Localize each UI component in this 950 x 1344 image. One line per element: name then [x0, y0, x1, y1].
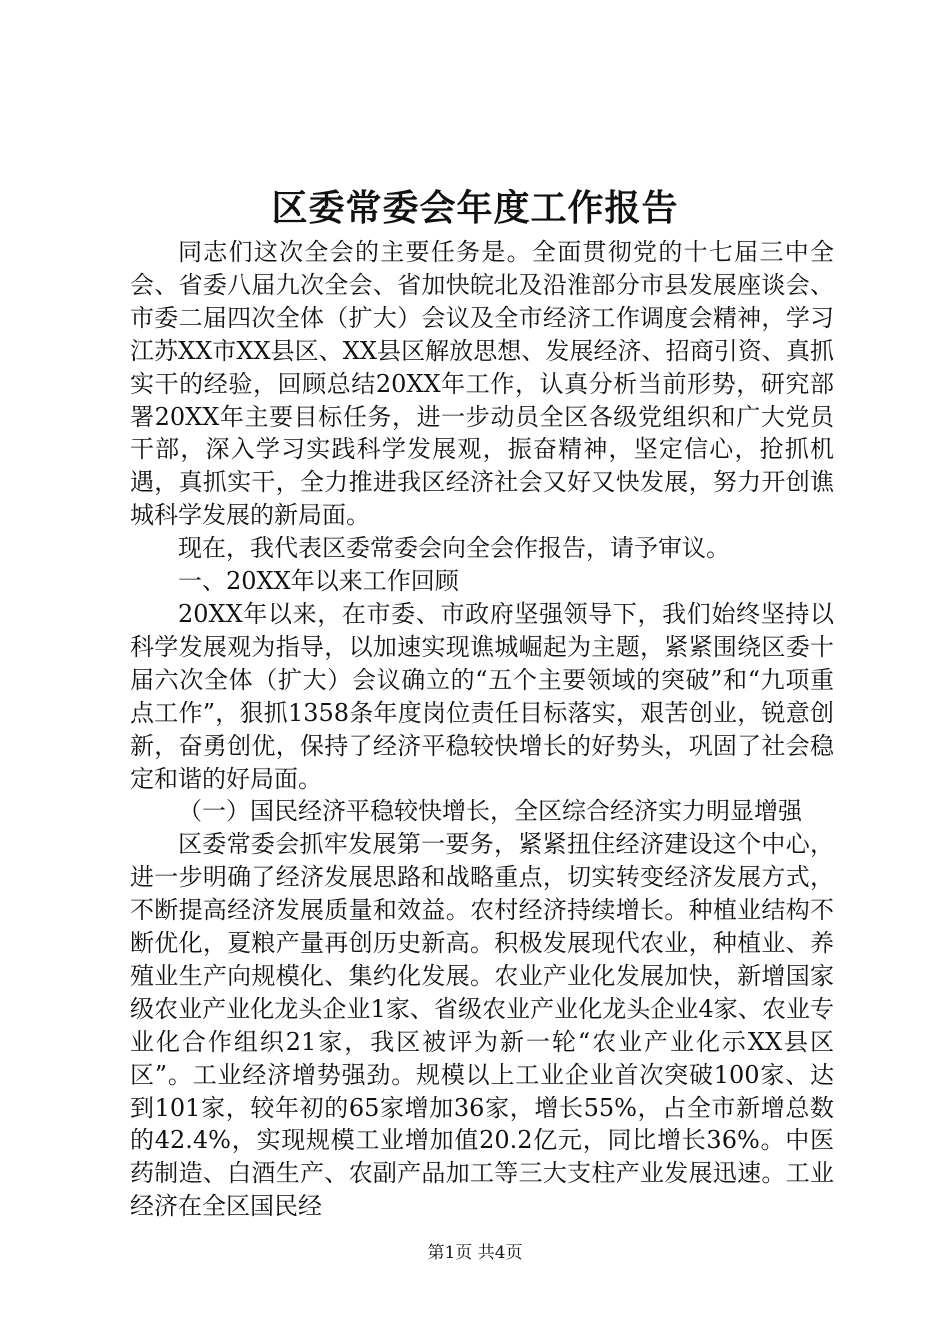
document-title: 区委常委会年度工作报告 [271, 187, 679, 229]
page-footer: 第1页 共4页 [427, 1243, 523, 1263]
paragraph-review-summary: 20XX年以来，在市委、市政府坚强领导下，我们始终坚持以科学发展观为指导，以加速实现谯城崛起为主题，紧紧围绕区委十届六次全体（扩大）会议确立的“五个主要领域的突破”和“九项重点工作”，狠抓1358条年度岗位责任目标落实，艰苦创业，锐意创新，奋勇创优，保持了经济平稳较快增长的好势头，巩固了社会稳定和谐的好局面。 [130, 599, 834, 793]
section-heading-review: 一、20XX年以来工作回顾 [178, 567, 459, 596]
paragraph-economy-detail: 区委常委会抓牢发展第一要务，紧紧扭住经济建设这个中心，进一步明确了经济发展思路和战略重点，切实转变经济发展方式，不断提高经济发展质量和效益。农村经济持续增长。种植业结构不断优化，夏粮产量再创历史新高。积极发展现代农业，种植业、养殖业生产向规模化、集约化发展。农业产业化发展加快，新增国家级农业产业化龙头企业1家、省级农业产业化龙头企业4家、农业专业化合作组织21家，我区被评为新一轮“农业产业化示XX县区区”。工业经济增势强劲。规模以上工业企业首次突破100家、达到101家，较年初的65家增加36家，增长55%，占全市新增总数的42.4%，实现规模工业增加值20.2亿元，同比增长36%。中医药制造、白酒生产、农副产品加工等三大支柱产业发展迅速。工业经济在全区国民经 [130, 830, 834, 1221]
paragraph-intro: 同志们这次全会的主要任务是。全面贯彻党的十七届三中全会、省委八届九次全会、省加快皖北及沿淮部分市县发展座谈会、市委二届四次全体（扩大）会议及全市经济工作调度会精神，学习江苏XX市XX县区、XX县区解放思想、发展经济、招商引资、真抓实干的经验，回顾总结20XX年工作，认真分析当前形势，研究部署20XX年主要目标任务，进一步动员全区各级党组织和广大党员干部，深入学习实践科学发展观，振奋精神，坚定信心，抢抓机遇，真抓实干，全力推进我区经济社会又好又快发展，努力开创谯城科学发展的新局面。 [130, 238, 834, 530]
document-body [130, 236, 834, 1223]
paragraph-report-statement: 现在，我代表区委常委会向全会作报告，请予审议。 [178, 534, 730, 563]
subsection-heading-economy: （一）国民经济平稳较快增长，全区综合经济实力明显增强 [178, 797, 802, 826]
